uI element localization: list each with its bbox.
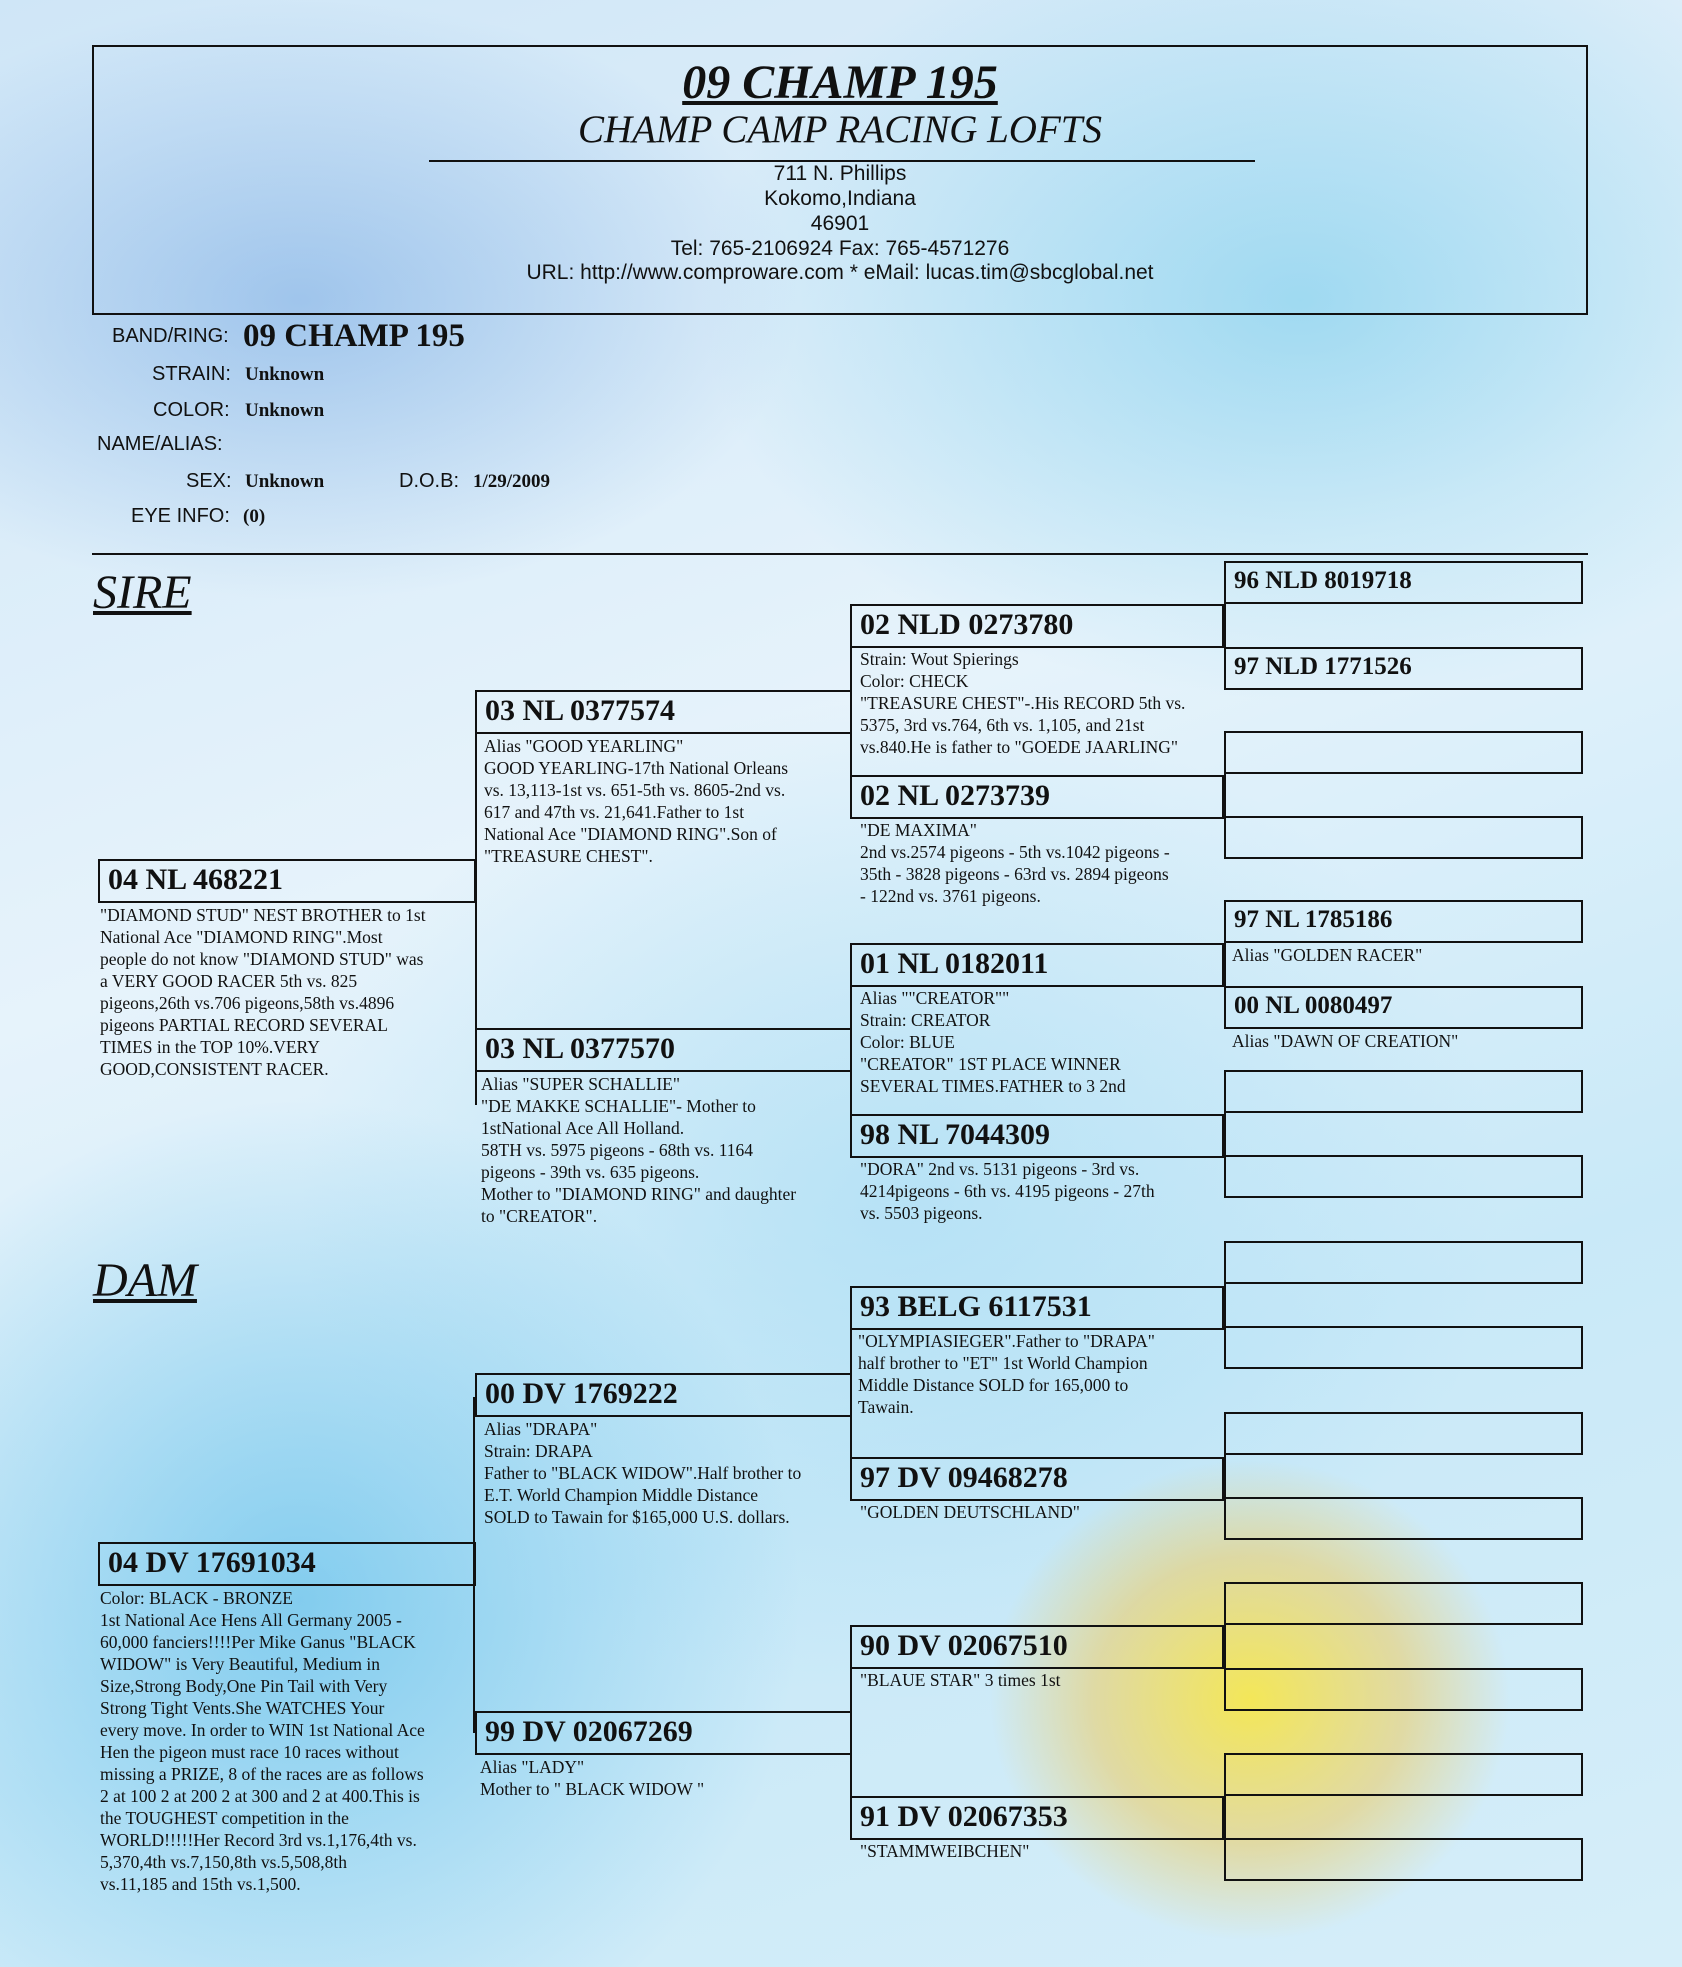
- info-line: missing a PRIZE, 8 of the races are as follows: [100, 1764, 424, 1784]
- dam-dam-band-box: 99 DV 02067269: [475, 1711, 852, 1755]
- g4-empty-10: [1224, 1326, 1583, 1369]
- sdd-band-box: 98 NL 7044309: [850, 1114, 1224, 1158]
- info-line: "OLYMPIASIEGER".Father to "DRAPA": [858, 1331, 1155, 1351]
- info-line: pigeons PARTIAL RECORD SEVERAL: [100, 1015, 388, 1035]
- g4-band-6: 00 NL 0080497: [1224, 986, 1583, 1029]
- sire-info: [100, 904, 480, 1080]
- dam-band-box: 04 DV 17691034: [98, 1542, 476, 1586]
- address-line1: 711 N. Phillips: [773, 162, 907, 185]
- zip-code: 46901: [810, 212, 870, 235]
- info-line: Alias ""CREATOR"": [860, 988, 1010, 1008]
- info-line: 617 and 47th vs. 21,641.Father to 1st: [484, 802, 745, 822]
- info-line: 5,370,4th vs.7,150,8th vs.5,508,8th: [100, 1852, 347, 1872]
- info-line: Alias "SUPER SCHALLIE": [481, 1074, 681, 1094]
- band-value: 09 CHAMP 195: [243, 318, 465, 354]
- info-line: Strong Tight Vents.She WATCHES Your: [100, 1698, 385, 1718]
- info-line: 2 at 100 2 at 200 2 at 300 and 2 at 400.This is: [100, 1786, 420, 1806]
- info-line: GOOD YEARLING-17th National Orleans: [484, 758, 789, 778]
- g4-empty-3: [1224, 731, 1583, 774]
- g4-empty-9: [1224, 1241, 1583, 1284]
- sds-info: [860, 987, 1230, 1097]
- sds-band-box: 01 NL 0182011: [850, 943, 1224, 987]
- info-line: 5375, 3rd vs.764, 6th vs. 1,105, and 21st: [860, 715, 1145, 735]
- info-line: Middle Distance SOLD for 165,000 to: [858, 1375, 1129, 1395]
- info-line: WORLD!!!!!Her Record 3rd vs.1,176,4th vs.: [100, 1830, 417, 1850]
- info-line: Mother to "DIAMOND RING" and daughter: [481, 1184, 797, 1204]
- info-line: "CREATOR" 1ST PLACE WINNER: [860, 1054, 1121, 1074]
- dsd-info: [860, 1501, 1230, 1523]
- info-line: Father to "BLACK WIDOW".Half brother to: [484, 1463, 802, 1483]
- connector-ds: [850, 1308, 852, 1479]
- info-line: "TREASURE CHEST"-.His RECORD 5th vs.: [860, 693, 1186, 713]
- info-line: "DE MAXIMA": [860, 820, 977, 840]
- info-line: Color: BLUE: [860, 1032, 955, 1052]
- info-line: Hen the pigeon must race 10 races without: [100, 1742, 399, 1762]
- info-line: Color: CHECK: [860, 671, 969, 691]
- page-title: 09 CHAMP 195: [682, 56, 998, 109]
- info-line: 1stNational Ace All Holland.: [481, 1118, 685, 1138]
- dds-info: [860, 1669, 1230, 1691]
- g4-empty-16: [1224, 1838, 1583, 1881]
- g4-empty-8: [1224, 1155, 1583, 1198]
- section-divider: [92, 553, 1588, 555]
- connector-ss: [850, 626, 852, 796]
- info-line: National Ace "DIAMOND RING".Son of: [484, 824, 777, 844]
- info-line: pigeons,26th vs.706 pigeons,58th vs.4896: [100, 993, 395, 1013]
- info-line: half brother to "ET" 1st World Champion: [858, 1353, 1148, 1373]
- sire-sire-band-box: 03 NL 0377574: [475, 690, 852, 734]
- dds-band-box: 90 DV 02067510: [850, 1625, 1224, 1669]
- connector-dam: [473, 1397, 475, 1733]
- dam-info: [100, 1587, 480, 1895]
- g4-info-5: Alias "GOLDEN RACER": [1232, 945, 1423, 965]
- sire-band-box: 04 NL 468221: [98, 859, 476, 903]
- info-line: pigeons - 39th vs. 635 pigeons.: [481, 1162, 700, 1182]
- info-line: - 122nd vs. 3761 pigeons.: [860, 886, 1041, 906]
- dam-section-label: DAM: [93, 1254, 197, 1307]
- g4-band-1: 96 NLD 8019718: [1224, 561, 1583, 604]
- info-line: SOLD to Tawain for $165,000 U.S. dollars.: [484, 1507, 790, 1527]
- info-line: Tawain.: [858, 1397, 914, 1417]
- ssd-band-box: 02 NL 0273739: [850, 775, 1224, 819]
- sire-section-label: SIRE: [93, 566, 192, 619]
- ddd-info: [860, 1840, 1230, 1862]
- info-line: TIMES in the TOP 10%.VERY: [100, 1037, 320, 1057]
- dob-label: D.O.B:: [399, 470, 460, 492]
- info-line: a VERY GOOD RACER 5th vs. 825: [100, 971, 358, 991]
- info-line: "DIAMOND STUD" NEST BROTHER to 1st: [100, 905, 426, 925]
- info-line: "BLAUE STAR" 3 times 1st: [860, 1670, 1061, 1690]
- info-line: 1st National Ace Hens All Germany 2005 -: [100, 1610, 402, 1630]
- dss-info: [858, 1330, 1228, 1418]
- band-label: BAND/RING:: [112, 325, 229, 347]
- dam-sire-band-box: 00 DV 1769222: [475, 1373, 852, 1417]
- strain-label: STRAIN:: [152, 363, 231, 385]
- g4-info-6: Alias "DAWN OF CREATION": [1232, 1031, 1459, 1051]
- connector-dd: [850, 1647, 852, 1818]
- info-line: 58TH vs. 5975 pigeons - 68th vs. 1164: [481, 1140, 754, 1160]
- dam-dam-info: [480, 1756, 850, 1800]
- g4-empty-11: [1224, 1412, 1583, 1455]
- dsd-band-box: 97 DV 09468278: [850, 1457, 1224, 1501]
- phone-fax: Tel: 765-2106924 Fax: 765-4571276: [670, 237, 1010, 260]
- info-line: Mother to " BLACK WIDOW ": [480, 1779, 705, 1799]
- connector-sd: [850, 965, 852, 1136]
- sire-dam-info: [481, 1073, 853, 1227]
- sex-value: Unknown: [245, 471, 325, 492]
- g4-empty-4: [1224, 816, 1583, 859]
- g4-empty-13: [1224, 1582, 1583, 1625]
- info-line: 2nd vs.2574 pigeons - 5th vs.1042 pigeons -: [860, 842, 1170, 862]
- dss-band-box: 93 BELG 6117531: [850, 1286, 1224, 1330]
- ssd-info: [860, 819, 1230, 907]
- url-email[interactable]: URL: http://www.comproware.com * eMail: lucas.tim@sbcglobal.net: [526, 261, 1154, 284]
- strain-value: Unknown: [245, 364, 325, 385]
- color-label: COLOR:: [153, 399, 230, 421]
- g4-empty-14: [1224, 1668, 1583, 1711]
- info-line: E.T. World Champion Middle Distance: [484, 1485, 759, 1505]
- sss-info: [860, 648, 1230, 758]
- info-line: Strain: DRAPA: [484, 1441, 593, 1461]
- info-line: vs.11,185 and 15th vs.1,500.: [100, 1874, 301, 1894]
- g4-empty-7: [1224, 1070, 1583, 1113]
- info-line: the TOUGHEST competition in the: [100, 1808, 349, 1828]
- loft-name: CHAMP CAMP RACING LOFTS: [578, 108, 1102, 151]
- info-line: WIDOW" is Very Beautiful, Medium in: [100, 1654, 380, 1674]
- address-line2: Kokomo,Indiana: [764, 187, 916, 210]
- sss-band-box: 02 NLD 0273780: [850, 604, 1224, 648]
- sex-label: SEX:: [186, 470, 232, 492]
- info-line: every move. In order to WIN 1st National Ace: [100, 1720, 425, 1740]
- info-line: vs. 5503 pigeons.: [860, 1203, 983, 1223]
- info-line: SEVERAL TIMES.FATHER to 3 2nd: [860, 1076, 1126, 1096]
- info-line: Strain: CREATOR: [860, 1010, 991, 1030]
- g4-band-2: 97 NLD 1771526: [1224, 647, 1583, 690]
- g4-band-5: 97 NL 1785186: [1224, 900, 1583, 943]
- info-line: "DORA" 2nd vs. 5131 pigeons - 3rd vs.: [860, 1159, 1140, 1179]
- sire-dam-band-box: 03 NL 0377570: [475, 1028, 852, 1072]
- info-line: vs.840.He is father to "GOEDE JAARLING": [860, 737, 1179, 757]
- dob-value: 1/29/2009: [473, 471, 551, 492]
- info-line: Color: BLACK - BRONZE: [100, 1588, 293, 1608]
- info-line: vs. 13,113-1st vs. 651-5th vs. 8605-2nd vs.: [484, 780, 786, 800]
- sire-sire-info: [484, 735, 854, 867]
- info-line: National Ace "DIAMOND RING".Most: [100, 927, 383, 947]
- info-line: people do not know "DIAMOND STUD" was: [100, 949, 424, 969]
- g4-empty-15: [1224, 1753, 1583, 1796]
- sdd-info: [860, 1158, 1230, 1224]
- ddd-band-box: 91 DV 02067353: [850, 1796, 1224, 1840]
- name-alias-label: NAME/ALIAS:: [97, 433, 223, 455]
- info-line: Alias "LADY": [480, 1757, 585, 1777]
- info-line: Alias "GOOD YEARLING": [484, 736, 684, 756]
- g4-empty-12: [1224, 1497, 1583, 1540]
- info-line: "DE MAKKE SCHALLIE"- Mother to: [481, 1096, 756, 1116]
- info-line: 60,000 fanciers!!!!Per Mike Ganus "BLACK: [100, 1632, 416, 1652]
- color-value: Unknown: [245, 400, 325, 421]
- info-line: to "CREATOR".: [481, 1206, 598, 1226]
- eye-info-value: (0): [243, 506, 266, 527]
- info-line: "STAMMWEIBCHEN": [860, 1841, 1030, 1861]
- info-line: Alias "DRAPA": [484, 1419, 598, 1439]
- info-line: Size,Strong Body,One Pin Tail with Very: [100, 1676, 388, 1696]
- eye-info-label: EYE INFO:: [131, 505, 230, 527]
- dam-sire-info: [484, 1418, 854, 1528]
- info-line: 35th - 3828 pigeons - 63rd vs. 2894 pigeons: [860, 864, 1169, 884]
- info-line: "GOLDEN DEUTSCHLAND": [860, 1502, 1080, 1522]
- info-line: "TREASURE CHEST".: [484, 846, 653, 866]
- info-line: 4214pigeons - 6th vs. 4195 pigeons - 27th: [860, 1181, 1155, 1201]
- header-box: [92, 45, 1588, 315]
- info-line: GOOD,CONSISTENT RACER.: [100, 1059, 329, 1079]
- info-line: Strain: Wout Spierings: [860, 649, 1019, 669]
